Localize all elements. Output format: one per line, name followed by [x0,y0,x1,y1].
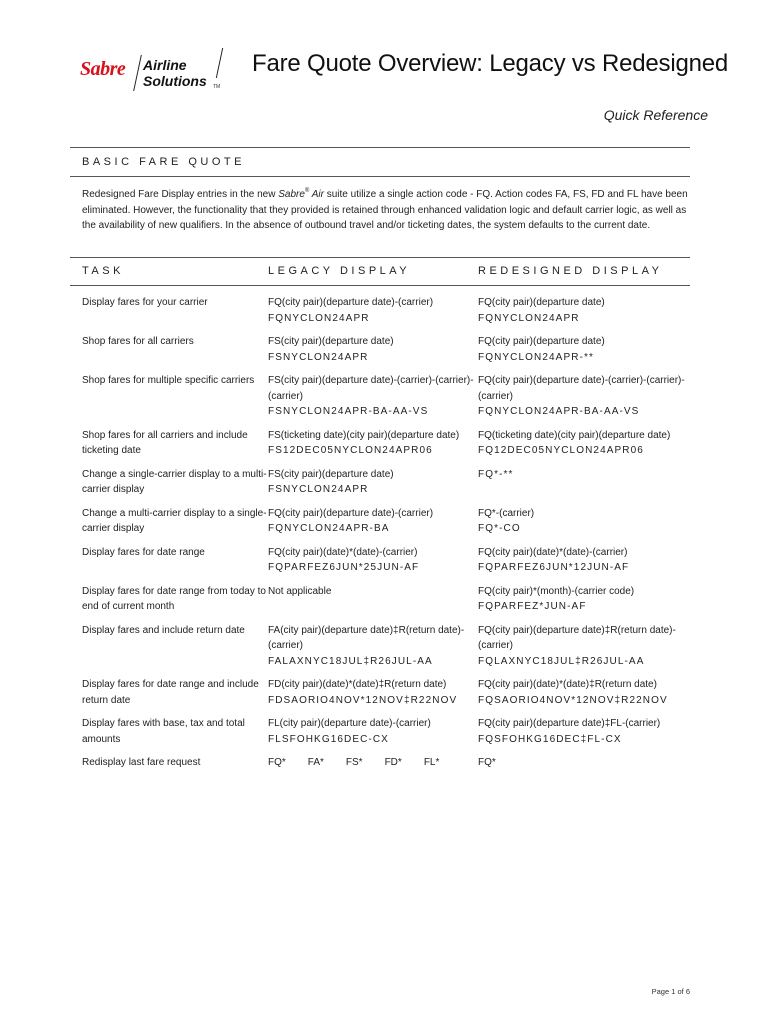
table-row [82,295,688,334]
legacy-code: FQPARFEZ6JUN*25JUN-AF [268,562,420,573]
legacy-syntax: Not applicable [268,585,332,597]
legacy-code: FDSAORIO4NOV*12NOV‡R22NOV [268,694,458,706]
task-text: Shop fares for multiple specific carriers [82,375,255,386]
redesigned-syntax: FQ(city pair)(departure date)‡FL-(carrier) [478,718,661,729]
task-cell [82,623,268,678]
task-text: Change a multi-carrier display to a single-carrier display [82,507,267,534]
legacy-cell [268,545,478,584]
legacy-cell [268,506,478,545]
redesigned-code: FQNYCLON24APR-BA-AA-VS [478,406,640,417]
legacy-syntax: FQ(city pair)(departure date)-(carrier) [268,507,434,519]
logo-trademark: TM [213,84,221,90]
redesigned-cell [478,716,688,755]
table-row [82,467,688,506]
legacy-code: FSNYCLON24APR [268,351,369,363]
redesigned-code: FQSFOHKG16DEC‡FL-CX [478,733,622,745]
table-row [82,623,688,678]
redesigned-cell [478,584,688,623]
redesigned-cell [478,545,688,584]
legacy-syntax: FL(city pair)(departure date)-(carrier) [268,718,431,729]
legacy-code: FD* [384,757,402,768]
legacy-code: FQNYCLON24APR [268,312,370,324]
redesigned-cell [478,467,688,506]
redesigned-code: FQ*-** [478,468,514,480]
intro-before: Redesigned Fare Display entries in the new [82,189,279,200]
task-cell [82,334,268,373]
redesigned-syntax: FQ(city pair)(departure date)-(carrier)-(carrier)-(carrier) [478,375,685,402]
legacy-cell [268,584,478,623]
task-text: Redisplay last fare request [82,757,201,768]
redesigned-code: FQLAXNYC18JUL‡R26JUL-AA [478,655,645,667]
section-heading: BASIC FARE QUOTE [82,156,245,168]
section-top-rule [70,147,690,148]
legacy-syntax: FS(ticketing date)(city pair)(departure date) [268,429,460,441]
legacy-code: FL* [423,757,440,768]
table-row [82,584,688,623]
intro-reg: ® [304,188,310,194]
redesigned-code: FQNYCLON24APR-** [478,351,594,363]
legacy-cell [268,334,478,373]
redesigned-cell [478,623,688,678]
legacy-syntax: FQ(city pair)(departure date)-(carrier) [268,297,434,308]
table-row [82,755,688,779]
legacy-syntax: FQ(city pair)(date)*(date)-(carrier) [268,546,418,558]
legacy-syntax: FS(city pair)(departure date) [268,468,394,480]
redesigned-syntax: FQ(ticketing date)(city pair)(departure date) [478,429,671,441]
task-text: Display fares for date range [82,546,205,558]
intro-paragraph [82,187,690,234]
legacy-code: FALAXNYC18JUL‡R26JUL-AA [268,655,433,667]
task-cell [82,373,268,428]
redesigned-syntax: FQ(city pair)(departure date) [478,336,605,347]
page-title: Fare Quote Overview: Legacy vs Redesigned [252,50,729,77]
table-row [82,373,688,428]
redesigned-cell [478,295,688,334]
legacy-syntax: FD(city pair)(date)*(date)‡R(return date) [268,679,447,690]
legacy-code: FQNYCLON24APR-BA [268,523,390,534]
table-row [82,545,688,584]
task-text: Display fares for date range from today to end of current month [82,585,266,612]
legacy-cell [268,623,478,678]
redesigned-syntax: FQ(city pair)(departure date) [478,297,605,308]
page-number: Page 1 of 6 [651,987,690,996]
fare-table [82,295,688,779]
redesigned-syntax: FQ*-(carrier) [478,507,535,519]
table-row [82,506,688,545]
redesigned-code: FQSAORIO4NOV*12NOV‡R22NOV [478,694,668,706]
redesigned-syntax: FQ(city pair)(date)*(date)‡R(return date) [478,679,657,690]
sabre-logo [80,48,230,94]
redesigned-syntax: FQ(city pair)(departure date)‡R(return date)-(carrier) [478,624,676,651]
redesigned-cell [478,755,688,779]
redesigned-cell [478,428,688,467]
redesigned-cell [478,677,688,716]
redesigned-code: FQPARFEZ6JUN*12JUN-AF [478,562,630,573]
legacy-syntax: FS(city pair)(departure date) [268,336,394,347]
legacy-syntax: FA(city pair)(departure date)‡R(return date)-(carrier) [268,624,465,651]
redesigned-cell [478,506,688,545]
legacy-code: FSNYCLON24APR-BA-AA-VS [268,406,429,417]
table-row [82,677,688,716]
logo-divider-right [216,48,223,78]
legacy-cell [268,677,478,716]
task-cell [82,677,268,716]
task-text: Shop fares for all carriers [82,336,194,347]
task-text: Display fares for your carrier [82,297,208,308]
redesigned-code: FQ12DEC05NYCLON24APR06 [478,445,644,456]
redesigned-cell [478,334,688,373]
redesigned-code: FQ*-CO [478,523,521,534]
legacy-code: FQ* [268,757,286,768]
legacy-cell [268,428,478,467]
logo-line2: Solutions [143,73,207,89]
legacy-cell [268,467,478,506]
legacy-cell [268,295,478,334]
legacy-cell [268,373,478,428]
task-cell [82,506,268,545]
redesigned-code: FQ* [478,757,496,768]
legacy-code: FA* [307,757,324,768]
task-cell [82,295,268,334]
logo-line1: Airline [143,57,187,73]
column-header-redesigned: REDESIGNED DISPLAY [478,265,663,277]
table-head-top-rule [70,257,690,258]
page-subtitle: Quick Reference [603,107,708,123]
task-cell [82,716,268,755]
legacy-code: FS12DEC05NYCLON24APR06 [268,445,433,456]
column-header-legacy: LEGACY DISPLAY [268,265,411,277]
task-cell [82,467,268,506]
intro-after: suite utilize a single action code - FQ. Action codes FA, FS, FD and FL have been eliminated. However, the functionality that they provided is retained through enhanced validation logic and default carrier logic, as well as the availability of new qualifiers. In the absence of outbound travel and/or ticketing dates, the system defaults to the current date. [82,189,688,232]
task-text: Display fares and include return date [82,624,245,636]
legacy-cell [268,716,478,755]
task-text: Display fares with base, tax and total amounts [82,718,245,745]
legacy-code: FSNYCLON24APR [268,484,369,495]
legacy-syntax: FS(city pair)(departure date)-(carrier)-(carrier)-(carrier) [268,375,474,402]
redesigned-cell [478,373,688,428]
task-text: Change a single-carrier display to a multi-carrier display [82,468,267,495]
logo-brand: Sabre [80,58,126,80]
legacy-code-list [268,755,478,771]
task-cell [82,755,268,779]
legacy-cell [268,755,478,779]
intro-brand: Sabre [278,189,305,200]
redesigned-syntax: FQ(city pair)(date)*(date)-(carrier) [478,546,628,558]
section-bottom-rule [70,176,690,177]
task-text: Display fares for date range and include return date [82,679,259,706]
legacy-code: FS* [345,757,363,768]
redesigned-code: FQNYCLON24APR [478,312,580,324]
table-row [82,428,688,467]
redesigned-syntax: FQ(city pair)*(month)-(carrier code) [478,585,635,597]
table-head-bottom-rule [70,285,690,286]
task-cell [82,545,268,584]
task-cell [82,428,268,467]
legacy-code: FLSFOHKG16DEC-CX [268,733,389,745]
table-row [82,716,688,755]
task-cell [82,584,268,623]
column-header-task: TASK [82,265,124,277]
task-text: Shop fares for all carriers and include ticketing date [82,429,248,456]
intro-air: Air [309,189,324,200]
redesigned-code: FQPARFEZ*JUN-AF [478,601,587,612]
logo-divider [133,55,142,91]
table-row [82,334,688,373]
